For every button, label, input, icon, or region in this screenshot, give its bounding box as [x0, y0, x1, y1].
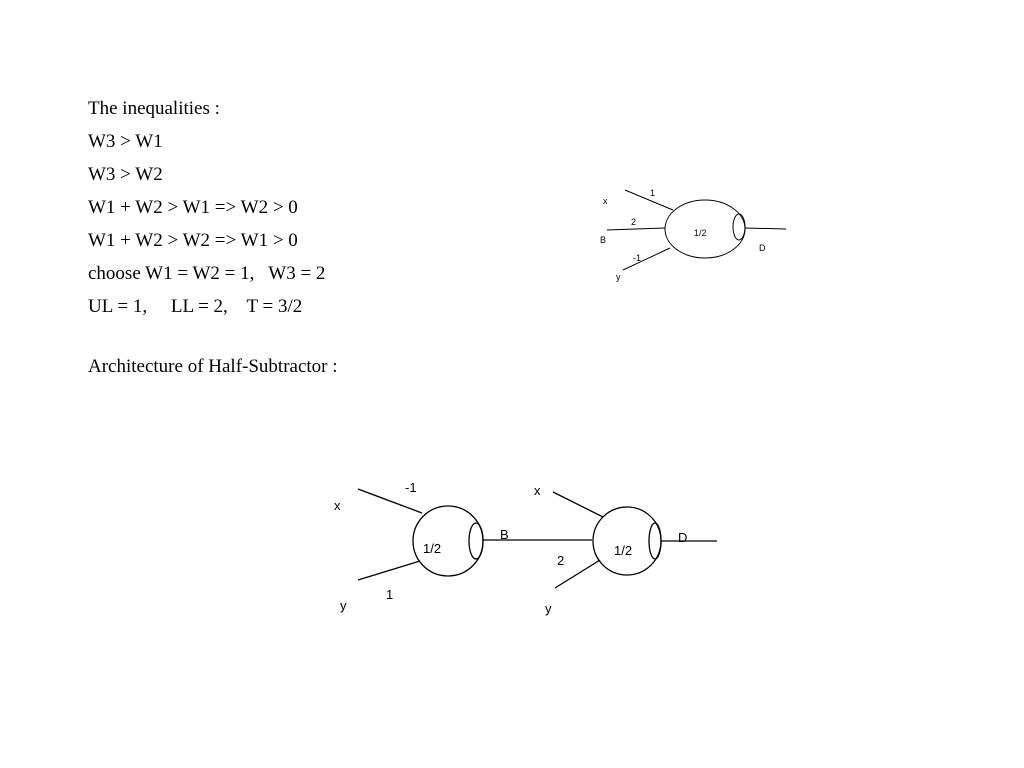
n2-input-label-y: y — [545, 601, 552, 616]
n2-threshold-label: 1/2 — [614, 543, 633, 558]
n1-weight-label-y: 1 — [386, 587, 394, 602]
architecture-heading: Architecture of Half-Subtractor : — [88, 356, 338, 377]
inequality-line: W1 + W2 > W2 => W1 > 0 — [88, 230, 298, 251]
input-label-x: x — [603, 196, 608, 206]
n2-weight-label: 2 — [557, 553, 565, 568]
n1-input-label-y: y — [340, 598, 347, 613]
weight-label-1: 1 — [650, 188, 656, 198]
output-label-d: D — [759, 243, 766, 253]
weights-choice-line: choose W1 = W2 = 1, W3 = 2 — [88, 263, 326, 284]
inequality-line: W3 > W2 — [88, 164, 163, 185]
weight-label-2: 2 — [631, 217, 637, 227]
weight-label-3: -1 — [633, 253, 642, 263]
inequality-line: W1 + W2 > W1 => W2 > 0 — [88, 197, 298, 218]
threshold-label: 1/2 — [694, 228, 707, 238]
n2-input-label-x: x — [534, 483, 541, 498]
n2-input-edge-x — [553, 492, 603, 517]
inequality-line: W3 > W1 — [88, 131, 163, 152]
n1-input-edge-y — [358, 561, 420, 580]
n2-output-label-d: D — [678, 530, 688, 545]
input-label-b: B — [600, 235, 607, 245]
n1-output-label-b: B — [500, 527, 509, 542]
inequalities-title: The inequalities : — [88, 98, 220, 119]
n1-weight-label-x: -1 — [405, 480, 417, 495]
n2-neuron-body — [593, 507, 661, 575]
n1-threshold-label: 1/2 — [423, 541, 442, 556]
input-label-y: y — [616, 272, 621, 282]
n1-input-label-x: x — [334, 498, 341, 513]
limits-line: UL = 1, LL = 2, T = 3/2 — [88, 296, 303, 317]
n1-output-lens — [469, 523, 483, 559]
n2-output-lens — [649, 523, 661, 559]
